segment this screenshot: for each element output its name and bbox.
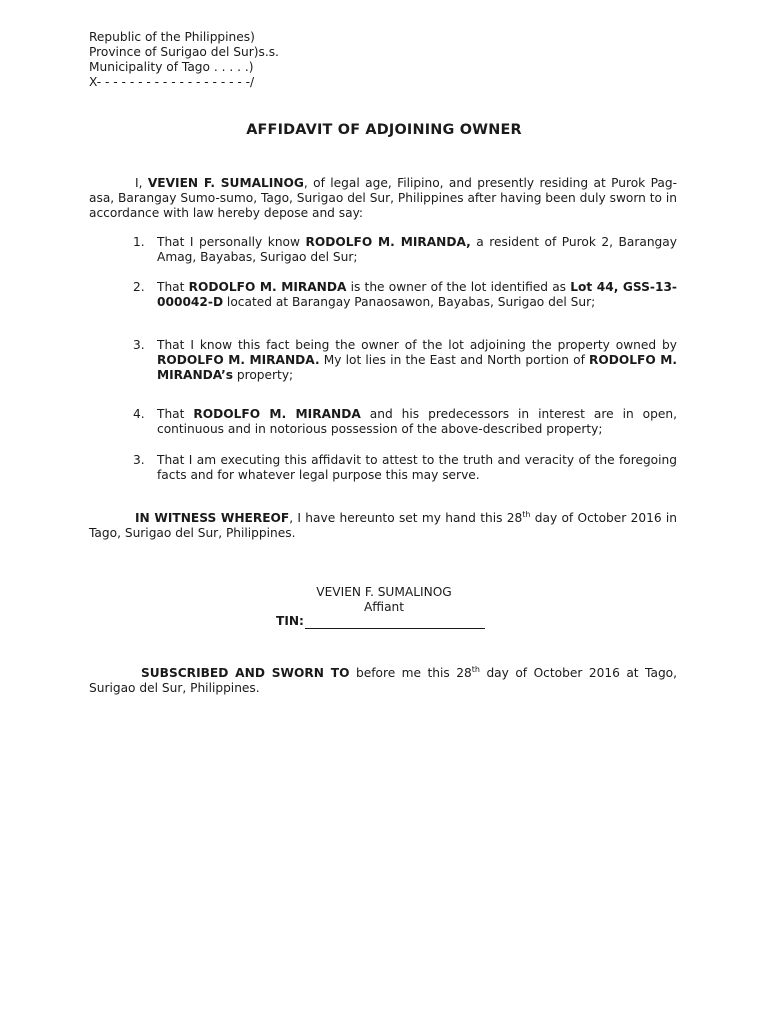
venue-caption [89, 30, 279, 90]
tin-label: TIN: [276, 614, 304, 628]
item-number: 1. [133, 235, 145, 249]
item-text-part: property; [233, 368, 294, 382]
list-item [133, 280, 677, 310]
item-text-part: located at Barangay Panaosawon, Bayabas, Surigao del Sur; [223, 295, 596, 309]
item-number: 2. [133, 280, 145, 294]
jurat-paragraph [89, 666, 677, 696]
item-bold-part: RODOLFO M. MIRANDA’s [157, 353, 677, 382]
witness-paragraph [89, 511, 677, 541]
caption-province: Province of Surigao del Sur)s.s. [89, 45, 279, 59]
tin-field [276, 614, 485, 629]
caption-municipality: Municipality of Tago . . . . .) [89, 60, 254, 74]
item-text-part: That [157, 280, 189, 294]
caption-republic: Republic of the Philippines) [89, 30, 255, 44]
item-bold-part: RODOLFO M. MIRANDA. [157, 353, 320, 367]
affiant-role-label: Affiant [363, 600, 405, 614]
item-text-part: That I know this fact being the owner of the lot adjoining the property owned by [157, 338, 677, 352]
jurat-text: before me this 28 [349, 666, 472, 680]
item-text-part: is the owner of the lot identified as [346, 280, 571, 294]
caption-separator: X- - - - - - - - - - - - - - - - - - -/ [89, 75, 255, 89]
tin-blank-line [305, 615, 485, 629]
list-item [133, 453, 677, 483]
item-text-part: That I personally know [157, 235, 306, 249]
item-text-part: My lot lies in the East and North portion of [319, 353, 590, 367]
intro-pronoun: I, [135, 176, 148, 190]
witness-text: , I have hereunto set my hand this 28 [289, 511, 523, 525]
item-text-part: a resident of Purok 2, Barangay Amag, Bayabas, Surigao del Sur; [157, 235, 677, 264]
intro-text: , of legal age, Filipino, and presently residing at Purok Pag-asa, Barangay Sumo-sumo, Tago, Surigao del Sur, Philippines after having been duly sworn to in accordance with law hereby depose and say: [89, 176, 678, 220]
item-bold-part: RODOLFO M. MIRANDA, [305, 235, 471, 249]
document-title: AFFIDAVIT OF ADJOINING OWNER [246, 122, 522, 138]
item-text-part: That [157, 407, 194, 421]
list-item [133, 235, 677, 265]
item-text [157, 453, 677, 483]
affiant-name: VEVIEN F. SUMALINOG [147, 176, 304, 190]
item-text [157, 280, 677, 310]
intro-paragraph [89, 176, 677, 221]
witness-heading: IN WITNESS WHEREOF [135, 511, 290, 525]
witness-ordinal: th [522, 510, 531, 519]
witness-text-end: day of October 2016 in Tago, Surigao del Sur, Philippines. [89, 511, 677, 540]
item-text [157, 235, 677, 265]
item-text-part: That I am executing this affidavit to attest to the truth and veracity of the foregoing facts and for whatever legal purpose this may serve. [157, 453, 677, 482]
jurat-text-end: day of October 2016 at Tago, Surigao del Sur, Philippines. [89, 666, 678, 695]
item-bold-part: RODOLFO M. MIRANDA [188, 280, 347, 294]
jurat-heading: SUBSCRIBED AND SWORN TO [141, 666, 350, 680]
item-number: 3. [133, 453, 145, 467]
item-text [157, 338, 677, 383]
affiant-signature-name: VEVIEN F. SUMALINOG [316, 585, 452, 599]
item-text-part: and his predecessors in interest are in open, continuous and in notorious possession of the above-described property; [157, 407, 677, 436]
list-item [133, 338, 677, 383]
item-bold-part: RODOLFO M. MIRANDA [193, 407, 361, 421]
list-item [133, 407, 677, 437]
item-number: 4. [133, 407, 145, 421]
jurat-ordinal: th [471, 665, 480, 674]
item-bold-part: Lot 44, GSS-13-000042-D [157, 280, 677, 309]
item-text [157, 407, 677, 437]
item-number: 3. [133, 338, 145, 352]
